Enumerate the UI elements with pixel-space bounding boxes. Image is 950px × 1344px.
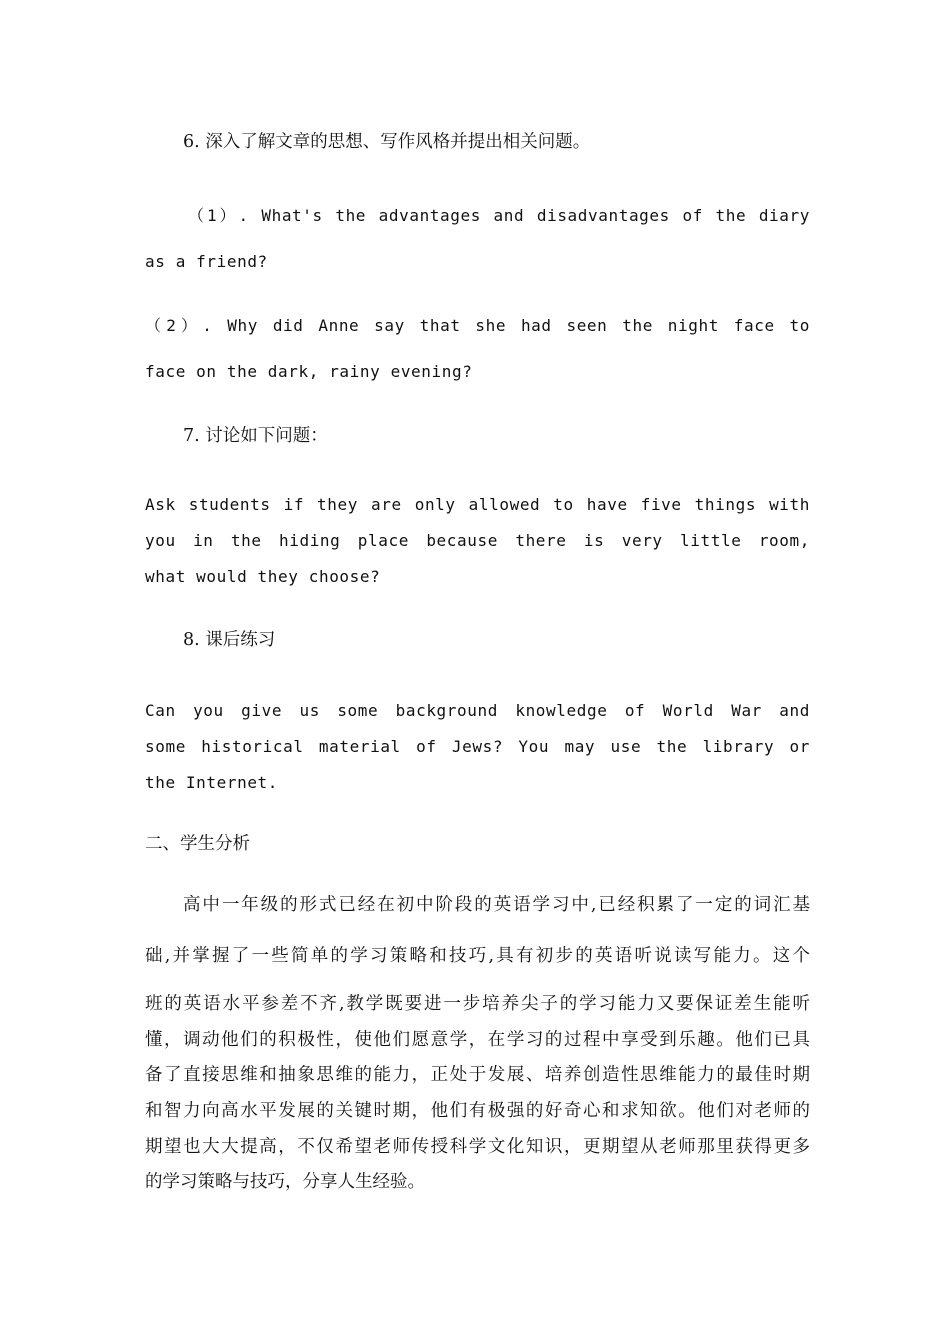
question-1-line-2: as a friend? <box>145 252 268 271</box>
question-2-line-1: （2）. Why did Anne say that she had seen the night face to <box>145 316 810 335</box>
analysis-line-5: 备了直接思维和抽象思维的能力，正处于发展、培养创造性思维能力的最佳时期 <box>145 1065 810 1085</box>
homework-line-1: Can you give us some background knowledge of World War and <box>145 701 810 720</box>
analysis-line-2: 础,并掌握了一些简单的学习策略和技巧,具有初步的英语听说读写能力。这个 <box>145 946 810 966</box>
section-8-heading: 8. 课后练习 <box>183 630 276 650</box>
analysis-line-7: 期望也大大提高，不仅希望老师传授科学文化知识，更期望从老师那里获得更多 <box>145 1137 810 1157</box>
discussion-line-1: Ask students if they are only allowed to have five things with <box>145 495 810 514</box>
homework-line-2: some historical material of Jews? You may use the library or <box>145 737 810 756</box>
analysis-line-4: 懂，调动他们的积极性，使他们愿意学，在学习的过程中享受到乐趣。他们已具 <box>145 1030 810 1050</box>
discussion-line-3: what would they choose? <box>145 567 381 586</box>
section-7-heading: 7. 讨论如下问题： <box>183 426 328 446</box>
section-6-heading: 6. 深入了解文章的思想、写作风格并提出相关问题。 <box>183 132 591 152</box>
discussion-line-2: you in the hiding place because there is very little room, <box>145 531 810 550</box>
student-analysis-heading: 二、学生分析 <box>145 834 250 854</box>
analysis-line-6: 和智力向高水平发展的关键时期，他们有极强的好奇心和求知欲。他们对老师的 <box>145 1101 810 1121</box>
homework-line-3: the Internet. <box>145 773 279 792</box>
analysis-line-8: 的学习策略与技巧，分享人生经验。 <box>145 1172 425 1192</box>
analysis-line-3: 班的英语水平参差不齐,教学既要进一步培养尖子的学习能力又要保证差生能听 <box>145 994 810 1014</box>
question-1-line-1: （1）. What's the advantages and disadvantages of the diary <box>188 206 810 225</box>
analysis-line-1: 高中一年级的形式已经在初中阶段的英语学习中,已经积累了一定的词汇基 <box>183 895 810 915</box>
question-2-line-2: face on the dark, rainy evening? <box>145 362 473 381</box>
